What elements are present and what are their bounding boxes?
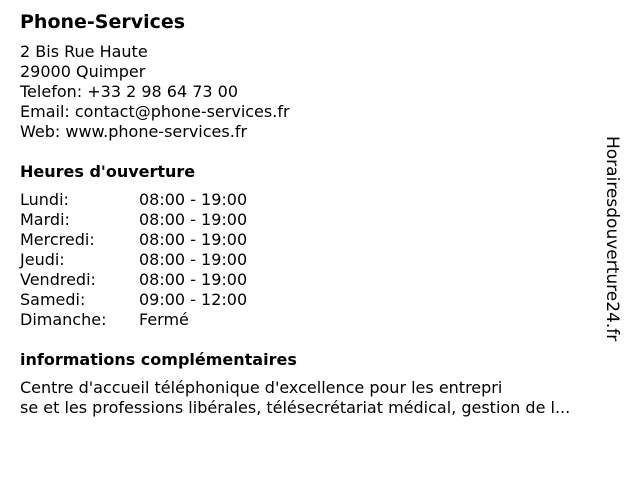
hours-day: Lundi: <box>20 190 69 209</box>
site-watermark: Horairesdouverture24.fr <box>602 136 622 342</box>
business-card <box>20 10 610 418</box>
hours-row <box>20 270 610 290</box>
hours-day: Mercredi: <box>20 230 95 249</box>
opening-hours-title: Heures d'ouverture <box>20 162 196 181</box>
phone-line: Telefon: +33 2 98 64 73 00 <box>20 82 239 101</box>
additional-info-title: informations complémentaires <box>20 350 297 369</box>
additional-info-text <box>20 378 610 418</box>
opening-hours-table <box>20 190 610 330</box>
hours-day: Jeudi: <box>20 250 65 269</box>
hours-time: 09:00 - 12:00 <box>139 290 248 309</box>
hours-time: Fermé <box>139 310 189 329</box>
business-name: Phone-Services <box>20 11 186 33</box>
hours-time: 08:00 - 19:00 <box>139 270 248 289</box>
hours-day: Vendredi: <box>20 270 96 289</box>
info-line: se et les professions libérales, télésecrétariat médical, gestion de l... <box>20 398 571 417</box>
hours-time: 08:00 - 19:00 <box>139 250 248 269</box>
hours-row <box>20 310 610 330</box>
hours-row <box>20 230 610 250</box>
hours-time: 08:00 - 19:00 <box>139 210 248 229</box>
hours-row <box>20 190 610 210</box>
hours-row <box>20 210 610 230</box>
hours-row <box>20 290 610 310</box>
email-line: Email: contact@phone-services.fr <box>20 102 290 121</box>
web-line: Web: www.phone-services.fr <box>20 122 248 141</box>
address-city: 29000 Quimper <box>20 62 146 81</box>
hours-row <box>20 250 610 270</box>
hours-day: Samedi: <box>20 290 86 309</box>
hours-time: 08:00 - 19:00 <box>139 230 248 249</box>
hours-day: Dimanche: <box>20 310 107 329</box>
address-block <box>20 42 610 142</box>
hours-time: 08:00 - 19:00 <box>139 190 248 209</box>
address-street: 2 Bis Rue Haute <box>20 42 148 61</box>
info-line: Centre d'accueil téléphonique d'excellence pour les entrepri <box>20 378 503 397</box>
hours-day: Mardi: <box>20 210 70 229</box>
